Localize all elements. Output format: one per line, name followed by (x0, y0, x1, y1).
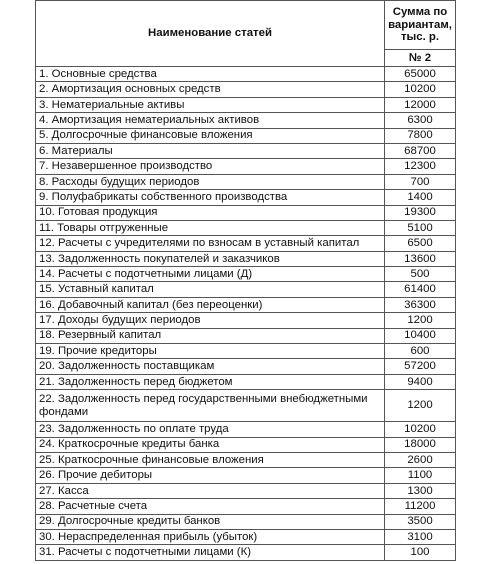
table-row (36, 422, 456, 437)
item-value: 12300 (385, 159, 456, 174)
item-name: 12. Расчеты с учредителями по взносам в уставный капитал (36, 236, 385, 251)
header-item-name: Наименование статей (36, 1, 385, 67)
table-row (36, 267, 456, 282)
table-row (36, 499, 456, 514)
item-name: 14. Расчеты с подотчетными лицами (Д) (36, 267, 385, 282)
item-name: 15. Уставный капитал (36, 282, 385, 297)
item-value: 10200 (385, 422, 456, 437)
item-value: 5100 (385, 220, 456, 235)
item-value: 65000 (385, 67, 456, 82)
item-name: 13. Задолженность покупателей и заказчиков (36, 251, 385, 266)
table-row (36, 251, 456, 266)
item-name: 30. Нераспределенная прибыль (убыток) (36, 529, 385, 544)
table-row (36, 344, 456, 359)
table-row (36, 328, 456, 343)
table-row (36, 236, 456, 251)
item-name: 21. Задолженность перед бюджетом (36, 374, 385, 389)
table-row (36, 437, 456, 452)
table-row (36, 205, 456, 220)
item-value: 13600 (385, 251, 456, 266)
item-value: 7800 (385, 128, 456, 143)
table-row (36, 468, 456, 483)
item-name: 2. Амортизация основных средств (36, 82, 385, 97)
table-row (36, 313, 456, 328)
item-value: 12000 (385, 97, 456, 112)
item-name: 24. Краткосрочные кредиты банка (36, 437, 385, 452)
table-row (36, 159, 456, 174)
item-name: 17. Доходы будущих периодов (36, 313, 385, 328)
item-value: 10400 (385, 328, 456, 343)
item-name: 22. Задолженность перед государственными внебюджетными фондами (36, 390, 385, 422)
item-value: 36300 (385, 297, 456, 312)
table-row (36, 174, 456, 189)
item-value: 100 (385, 545, 456, 560)
table-row (36, 297, 456, 312)
item-name: 4. Амортизация нематериальных активов (36, 113, 385, 128)
table-row (36, 374, 456, 389)
item-name: 3. Нематериальные активы (36, 97, 385, 112)
item-value: 1200 (385, 313, 456, 328)
item-name: 10. Готовая продукция (36, 205, 385, 220)
table-row (36, 82, 456, 97)
table-row (36, 143, 456, 158)
item-name: 20. Задолженность поставщикам (36, 359, 385, 374)
item-value: 1400 (385, 190, 456, 205)
item-name: 19. Прочие кредиторы (36, 344, 385, 359)
item-name: 27. Касса (36, 483, 385, 498)
item-value: 10200 (385, 82, 456, 97)
table-row (36, 529, 456, 544)
item-name: 8. Расходы будущих периодов (36, 174, 385, 189)
item-value: 1300 (385, 483, 456, 498)
table-row (36, 190, 456, 205)
table-row (36, 452, 456, 467)
table-row (36, 113, 456, 128)
item-value: 500 (385, 267, 456, 282)
item-value: 6500 (385, 236, 456, 251)
table-row (36, 220, 456, 235)
item-name: 29. Долгосрочные кредиты банков (36, 514, 385, 529)
item-name: 26. Прочие дебиторы (36, 468, 385, 483)
item-name: 23. Задолженность по оплате труда (36, 422, 385, 437)
item-name: 7. Незавершенное производство (36, 159, 385, 174)
item-name: 18. Резервный капитал (36, 328, 385, 343)
item-value: 57200 (385, 359, 456, 374)
item-value: 6300 (385, 113, 456, 128)
table-row (36, 67, 456, 82)
table-row (36, 359, 456, 374)
table-row (36, 514, 456, 529)
item-name: 31. Расчеты с подотчетными лицами (К) (36, 545, 385, 560)
item-value: 1100 (385, 468, 456, 483)
item-name: 16. Добавочный капитал (без переоценки) (36, 297, 385, 312)
item-name: 11. Товары отгруженные (36, 220, 385, 235)
item-value: 3500 (385, 514, 456, 529)
table-row (36, 390, 456, 422)
item-value: 9400 (385, 374, 456, 389)
balance-items-table (35, 0, 456, 561)
item-value: 18000 (385, 437, 456, 452)
header-sum: Сумма по вариантам, тыс. р. (385, 1, 456, 50)
header-variant: № 2 (385, 50, 456, 67)
item-value: 700 (385, 174, 456, 189)
item-value: 68700 (385, 143, 456, 158)
item-value: 19300 (385, 205, 456, 220)
item-value: 61400 (385, 282, 456, 297)
table-row (36, 97, 456, 112)
item-value: 1200 (385, 390, 456, 422)
item-value: 600 (385, 344, 456, 359)
item-value: 3100 (385, 529, 456, 544)
item-name: 25. Краткосрочные финансовые вложения (36, 452, 385, 467)
item-name: 9. Полуфабрикаты собственного производства (36, 190, 385, 205)
item-value: 2600 (385, 452, 456, 467)
item-name: 6. Материалы (36, 143, 385, 158)
item-name: 1. Основные средства (36, 67, 385, 82)
table-row (36, 282, 456, 297)
table-row (36, 483, 456, 498)
item-name: 28. Расчетные счета (36, 499, 385, 514)
item-name: 5. Долгосрочные финансовые вложения (36, 128, 385, 143)
table-row (36, 545, 456, 560)
table-row (36, 128, 456, 143)
item-value: 11200 (385, 499, 456, 514)
table-body (36, 67, 456, 561)
